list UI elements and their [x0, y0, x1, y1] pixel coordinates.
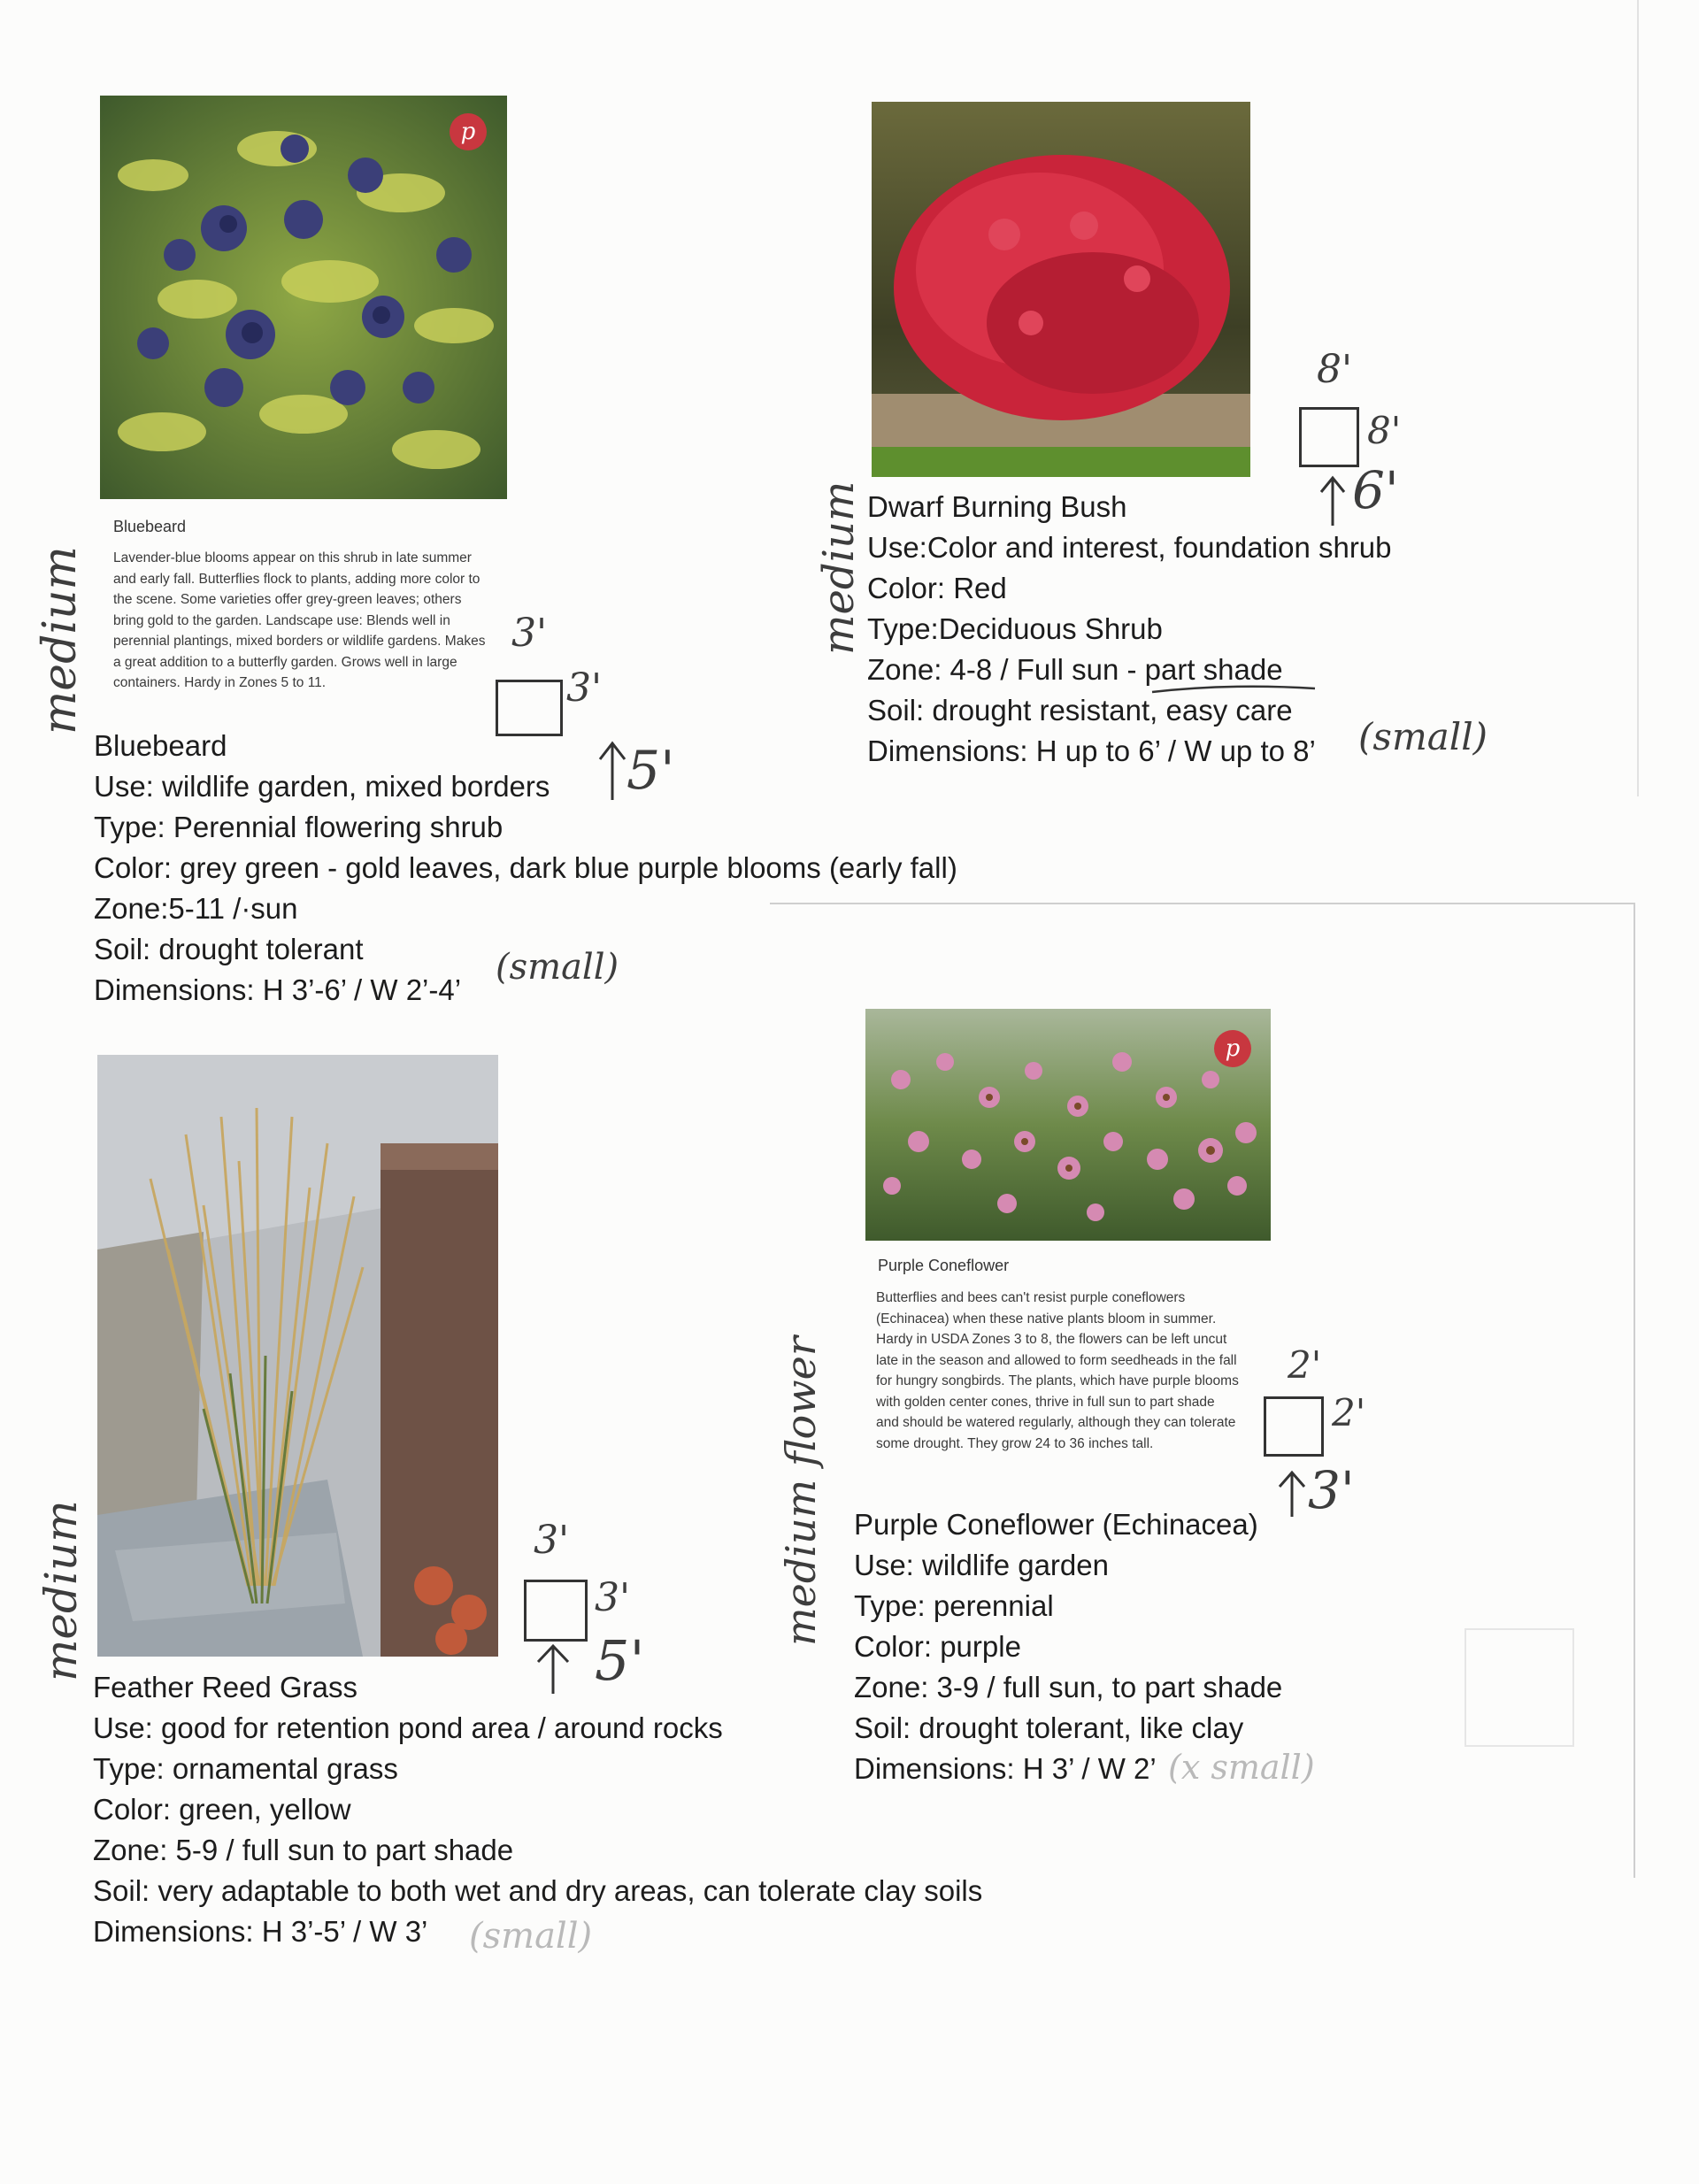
bluebeard-box-side: 3': [566, 665, 603, 711]
spec-color: Color: Red: [867, 572, 1007, 604]
spec-use: Use: good for retention pond area / around rocks: [93, 1711, 723, 1744]
coneflower-caption-body: Butterflies and bees can't resist purple coneflowers (Echinacea) when these native plants bloom in summer. Hardy in USDA Zones 3 to 8, the flowers can be left uncut late in the season and allowed to form seedheads in the fall for hungry songbirds. The plants, which have purple blooms with golden center cones, thrive in full sun to part shade and should be watered regularly, although they can tolerate some drought. They grow 24 to 36 inches tall.: [876, 1290, 1239, 1451]
bluebeard-photo: [100, 96, 507, 499]
burning-bush-size-label: (small): [1358, 715, 1488, 758]
faint-sketch-box: [1465, 1628, 1574, 1747]
spec-dimensions: Dimensions: H 3’-6’ / W 2’-4’: [94, 973, 462, 1006]
feather-reed-grass-size-note: medium: [35, 1500, 87, 1681]
feather-reed-grass-size-label: (small): [469, 1916, 593, 1957]
sheet-edge: [1637, 0, 1639, 796]
burning-bush-box-side: 8': [1367, 409, 1402, 452]
feather-reed-grass-size-box: [524, 1580, 588, 1642]
spec-name: Feather Reed Grass: [93, 1671, 357, 1703]
spec-dimensions: Dimensions: H up to 6’ / W up to 8’: [867, 734, 1316, 767]
burning-bush-photo: [872, 102, 1250, 477]
spec-type: Type: Perennial flowering shrub: [94, 811, 504, 843]
coneflower-caption-title: Purple Coneflower: [878, 1257, 1010, 1274]
spec-dimensions: Dimensions: H 3’ / W 2’: [854, 1752, 1157, 1785]
bluebeard-size-box: [496, 680, 563, 736]
spec-color: Color: purple: [854, 1630, 1021, 1663]
spec-use: Use: wildlife garden: [854, 1549, 1109, 1581]
burning-bush-specs: [867, 487, 1392, 772]
up-arrow-icon: [595, 740, 630, 802]
coneflower-height-label: 3': [1308, 1460, 1355, 1520]
up-arrow-icon: [1317, 474, 1349, 527]
up-arrow-icon: [1274, 1469, 1310, 1519]
bluebeard-caption-title: Bluebeard: [113, 518, 187, 535]
spec-soil: Soil: drought tolerant, like clay: [854, 1711, 1244, 1744]
pinterest-icon[interactable]: p: [450, 113, 487, 150]
coneflower-photo: [865, 1009, 1271, 1241]
burning-bush-size-note: medium: [814, 481, 864, 655]
coneflower-size-box: [1264, 1396, 1324, 1457]
spec-name: Bluebeard: [94, 729, 227, 762]
coneflower-specs: [854, 1504, 1282, 1789]
bluebeard-height-label: 5': [627, 740, 675, 802]
up-arrow-icon: [533, 1642, 573, 1696]
spec-name: Purple Coneflower (Echinacea): [854, 1508, 1258, 1541]
coneflower-box-side: 2': [1332, 1391, 1366, 1434]
feather-reed-grass-box-side: 3': [595, 1575, 631, 1620]
spec-zone: Zone:5-11 /·sun: [94, 892, 298, 925]
spec-soil: Soil: drought tolerant: [94, 933, 364, 965]
feather-reed-grass-photo: [97, 1055, 498, 1657]
coneflower-size-label: (x small): [1168, 1748, 1315, 1787]
burning-bush-box-top: 8': [1317, 347, 1353, 392]
spec-zone: Zone: 3-9 / full sun, to part shade: [854, 1671, 1283, 1703]
sheet-edge: [1634, 904, 1635, 1878]
bluebeard-size-note: medium: [34, 546, 87, 734]
spec-name: Dwarf Burning Bush: [867, 490, 1127, 523]
coneflower-size-note: medium flower: [777, 1336, 825, 1646]
burning-bush-height-label: 6': [1352, 460, 1399, 520]
bluebeard-size-label: (small): [496, 947, 619, 988]
spec-type: Type: ornamental grass: [93, 1752, 398, 1785]
underline-mark: [1150, 681, 1318, 696]
spec-color: Color: grey green - gold leaves, dark blue purple blooms (early fall): [94, 851, 957, 884]
spec-type: Type: perennial: [854, 1589, 1054, 1622]
spec-type: Type:Deciduous Shrub: [867, 612, 1163, 645]
bluebeard-box-top: 3': [511, 611, 548, 656]
spec-use: Use: wildlife garden, mixed borders: [94, 770, 550, 803]
spec-soil: Soil: very adaptable to both wet and dry areas, can tolerate clay soils: [93, 1874, 983, 1907]
feather-reed-grass-specs: [93, 1667, 982, 1952]
spec-zone: Zone: 5-9 / full sun to part shade: [93, 1834, 514, 1866]
feather-reed-grass-height-label: 5': [595, 1628, 645, 1693]
spec-dimensions: Dimensions: H 3’-5’ / W 3’: [93, 1915, 428, 1948]
spec-soil: Soil: drought resistant, easy care: [867, 694, 1293, 727]
pinterest-icon[interactable]: p: [1214, 1030, 1251, 1067]
feather-reed-grass-box-top: 3': [534, 1518, 570, 1563]
spec-color: Color: green, yellow: [93, 1793, 351, 1826]
spec-zone: Zone: 4-8 / Full sun - part shade: [867, 653, 1283, 686]
burning-bush-size-box: [1299, 407, 1359, 467]
bluebeard-caption-body: Lavender-blue blooms appear on this shrub in late summer and early fall. Butterflies flock to plants, adding more color to the scene. Some varieties offer grey-green leaves; others bring gold to the garden. Landscape use: Blends well in perennial plantings, mixed borders or wildlife gardens. Makes a great addition to a butterfly garden. Grows well in large containers. Hardy in Zones 5 to 11.: [113, 550, 486, 690]
spec-use: Use:Color and interest, foundation shrub: [867, 531, 1392, 564]
coneflower-box-top: 2': [1288, 1343, 1322, 1387]
